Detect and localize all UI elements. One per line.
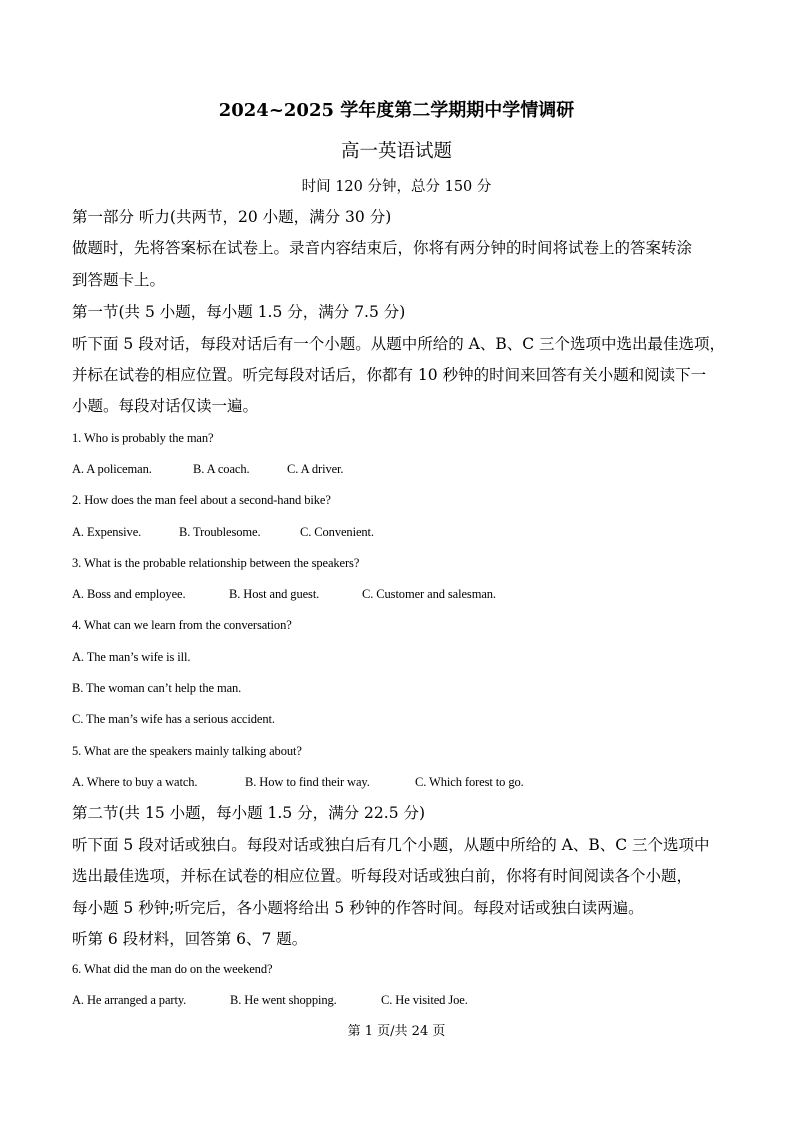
q3-option-a: A. Boss and employee.	[72, 587, 186, 601]
q6-option-b: B. He went shopping.	[230, 993, 337, 1007]
section2-instruction-line3: 每小题 5 秒钟;听完后，各小题将给出 5 秒钟的作答时间。每段对话或独白读两遍。	[72, 899, 644, 917]
exam-title: 2024~2025 学年度第二学期期中学情调研	[218, 100, 575, 121]
q3-option-c: C. Customer and salesman.	[362, 587, 496, 601]
part1-instruction-line1: 做题时，先将答案标在试卷上。录音内容结束后，你将有两分钟的时间将试卷上的答案转涂	[72, 239, 693, 257]
q1-option-a: A. A policeman.	[72, 462, 152, 476]
material-6-heading: 听第 6 段材料，回答第 6、7 题。	[72, 930, 308, 948]
question-1: 1. Who is probably the man?	[72, 431, 214, 445]
q5-option-b: B. How to find their way.	[245, 775, 370, 789]
q2-option-a: A. Expensive.	[72, 525, 142, 539]
q5-option-c: C. Which forest to go.	[415, 775, 524, 789]
q2-option-b: B. Troublesome.	[179, 525, 261, 539]
part1-instruction-line2: 到答题卡上。	[72, 271, 166, 289]
q2-option-c: C. Convenient.	[300, 525, 374, 539]
q6-option-a: A. He arranged a party.	[72, 993, 187, 1007]
question-5: 5. What are the speakers mainly talking about?	[72, 744, 302, 758]
q4-option-c: C. The man’s wife has a serious accident.	[72, 712, 275, 726]
section1-instruction-line2: 并标在试卷的相应位置。听完每段对话后，你都有 10 秒钟的时间来回答有关小题和阅读下一	[72, 366, 707, 384]
section2-instruction-line2: 选出最佳选项，并标在试卷的相应位置。听每段对话或独白前，你将有时间阅读各个小题，	[72, 867, 693, 885]
section1-heading: 第一节(共 5 小题，每小题 1.5 分，满分 7.5 分)	[72, 303, 406, 321]
q1-option-b: B. A coach.	[193, 462, 250, 476]
q4-option-b: B. The woman can’t help the man.	[72, 681, 242, 695]
question-3: 3. What is the probable relationship between the speakers?	[72, 556, 360, 570]
q1-option-c: C. A driver.	[287, 462, 344, 476]
exam-time-info: 时间 120 分钟，总分 150 分	[301, 179, 492, 195]
section2-instruction-line1: 听下面 5 段对话或独白。每段对话或独白后有几个小题，从题中所给的 A、B、C 三个选项中	[72, 836, 710, 854]
question-4: 4. What can we learn from the conversation?	[72, 618, 292, 632]
question-6: 6. What did the man do on the weekend?	[72, 962, 273, 976]
q6-option-c: C. He visited Joe.	[381, 993, 468, 1007]
section1-instruction-line1: 听下面 5 段对话，每段对话后有一个小题。从题中所给的 A、B、C 三个选项中选出最佳选项，	[72, 335, 726, 353]
section1-instruction-line3: 小题。每段对话仅读一遍。	[72, 397, 259, 415]
q4-option-a: A. The man’s wife is ill.	[72, 650, 191, 664]
exam-subject: 高一英语试题	[340, 141, 452, 162]
page-number: 第 1 页/共 24 页	[347, 1024, 446, 1039]
section2-heading: 第二节(共 15 小题，每小题 1.5 分，满分 22.5 分)	[72, 804, 426, 822]
part1-heading: 第一部分 听力(共两节，20 小题，满分 30 分)	[72, 208, 392, 226]
q5-option-a: A. Where to buy a watch.	[72, 775, 198, 789]
q3-option-b: B. Host and guest.	[229, 587, 320, 601]
question-2: 2. How does the man feel about a second-hand bike?	[72, 493, 331, 507]
